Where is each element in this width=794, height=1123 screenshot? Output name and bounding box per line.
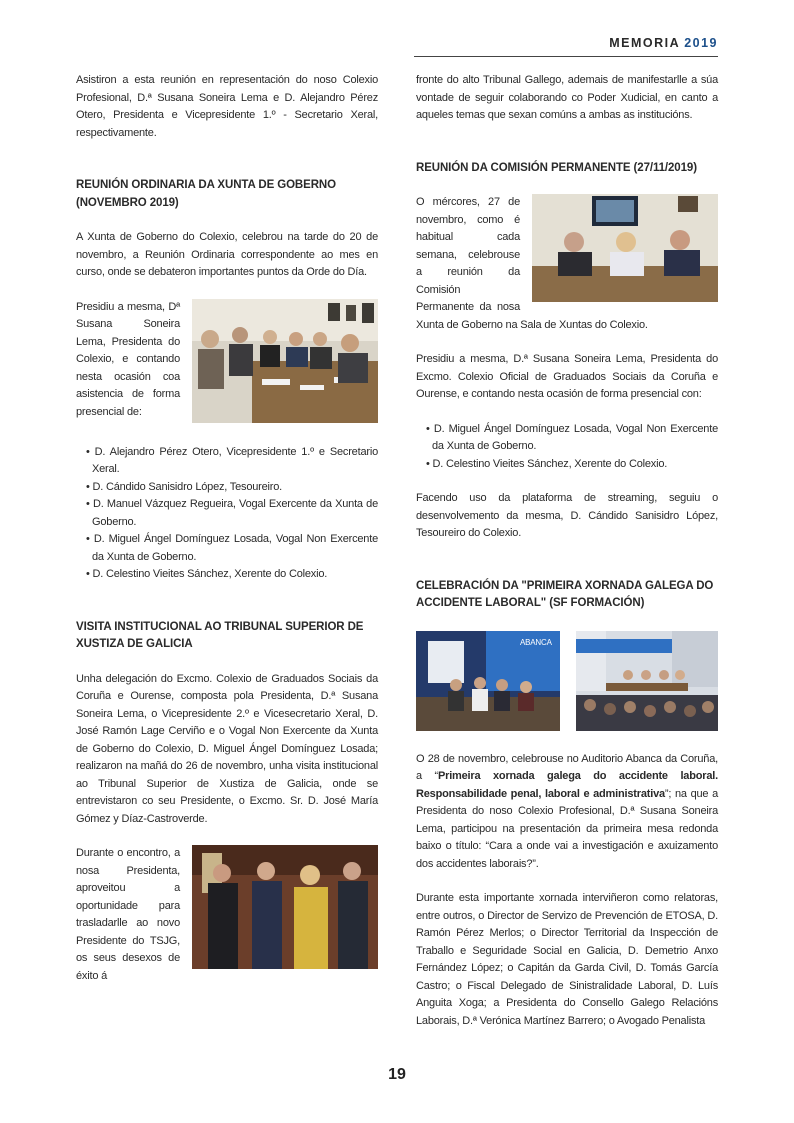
right-column [416, 72, 718, 1030]
section-title-xornada-accidente: CELEBRACIÓN DA "PRIMEIRA XORNADA GALEGA DO ACCIDENTE LABORAL" (SF FORMACIÓN) [416, 579, 714, 609]
comision-presidiu-paragraph: Presidiu a mesma, D.ª Susana Soneira Lema, Presidenta do Excmo. Colexio Oficial de Graduados Sociais da Coruña e Ourense, e contando nesta ocasión de forma presencial con: [416, 353, 718, 400]
relatoras-paragraph: Durante esta importante xornada interviñeron como relatoras, entre outros, o Director de Servizo de Prevención de ETOSA, D. Ramón Pérez Merlos; o Director Territorial da Inspección de Traballo e Seguridade Social en Galicia, D. Demetrio Anxo Fernández López; o Capitán da Garda Civil, D. Tomás García Castro; o Fiscal Delegado de Sinistralidade Laboral, D. Luís Anguita Xoga; a Presidenta do Consello Galego Relacións Laborais, D.ª Verónica Martínez Barrero; o Avogado Penalista [416, 892, 718, 1027]
streaming-paragraph: Facendo uso da plataforma de streaming, seguiu o desenvolvemento da mesma, D. Cándido Sanisidro López, Tesoureiro do Colexio. [416, 492, 718, 539]
continuation-paragraph: fronte do alto Tribunal Gallego, ademais de manifestarlle a súa vontade de seguir colaborando co Poder Xudicial, en canto a aqueles temas que sexan comúns a ambas as institucións. [416, 74, 718, 121]
list-item: • D. Miguel Ángel Domínguez Losada, Vogal Non Exercente da Xunta de Goberno. [86, 531, 378, 566]
page-number: 19 [388, 1066, 406, 1083]
visita-paragraph: Unha delegación do Excmo. Colexio de Graduados Sociais da Coruña e Ourense, composta pola Presidenta, D.ª Susana Soneira Lema, o Vicepresidente 2.º e Vicesecretario Xeral, D. José Ramón Lage Cerviño e o Vogal Non Exercente da Xunta de Goberno do Colexio, D. Miguel Ángel Domínguez Losada; realizaron na mañá do 26 de novembro, unha visita institucional ao Tribunal Superior de Xustiza de Galicia, onde se entrevistaron co seu Presidente, o Excmo. Sr. D. José María Gómez y Díaz-Castroverde. [76, 672, 378, 825]
xornada-text-c: ”; na que a Presidenta do noso Colexio Profesional, D.ª Susana Soneira Lema, participou na presentación da primeira mesa redonda baixo o título: “Cara a onde vai a investigación e axuizamento dos accidentes laborais?”. [416, 787, 718, 870]
xornada-text-a: O 28 de novembro, celebrouse no Auditorio Abanca da Coruña, a “ [416, 752, 718, 782]
list-item: • D. Celestino Vieites Sánchez, Xerente do Colexio. [86, 566, 378, 584]
banner-text: ABANCA [520, 637, 552, 647]
header-word: MEMORIA [609, 36, 681, 50]
header-rule [414, 56, 718, 57]
list-item: • D. Manuel Vázquez Regueira, Vogal Exercente da Xunta de Goberno. [86, 496, 378, 531]
xunta-goberno-paragraph: A Xunta de Goberno do Colexio, celebrou na tarde do 20 de novembro, a Reunión Ordinaria correspondente ao mes en curso, onde se debateron importantes puntos da Orde do Día. [76, 231, 378, 278]
list-item: • D. Celestino Vieites Sánchez, Xerente do Colexio. [426, 456, 718, 474]
comision-attendee-list [416, 421, 718, 474]
section-title-visita-tsxg: VISITA INSTITUCIONAL AO TRIBUNAL SUPERIOR DE XUSTIZA DE GALICIA [76, 620, 364, 650]
presidiu-paragraph: Presidiu a mesma, Dª Susana Soneira Lema, Presidenta do Colexio, e contando nesta ocasión coa asistencia de forma presencial de: [76, 300, 180, 418]
photo-board-meeting [192, 299, 378, 423]
photo-comision-permanente [532, 194, 718, 302]
photo-xornada-panel [416, 631, 560, 731]
page-header [609, 36, 718, 50]
attendee-list [76, 444, 378, 584]
durante-paragraph: Durante o encontro, a nosa Presidenta, aproveitou a oportunidade para trasladarlle ao novo Presidente do TSJG, os seus desexos de éxito á [76, 847, 180, 982]
xornada-title-bold: Primeira xornada galega do accidente laboral. Responsabilidade penal, laboral e administrativa [416, 770, 718, 800]
left-column [76, 72, 378, 985]
header-year: 2019 [684, 36, 718, 50]
section-title-xunta-goberno: REUNIÓN ORDINARIA DA XUNTA DE GOBERNO (NOVEMBRO 2019) [76, 179, 336, 209]
list-item: • D. Miguel Ángel Domínguez Losada, Vogal Non Exercente da Xunta de Goberno. [426, 421, 718, 456]
section-title-comision-permanente: REUNIÓN DA COMISIÓN PERMANENTE (27/11/2019) [416, 161, 697, 174]
comision-paragraph: O mércores, 27 de novembro, como é habitual cada semana, celebrouse a reunión da Comisión Permanente da nosa Xunta de Goberno na Sala de Xuntas do Colexio. [416, 196, 648, 331]
xornada-paragraph [416, 751, 718, 874]
list-item: • D. Alejandro Pérez Otero, Vicepresidente 1.º e Secretario Xeral. [86, 444, 378, 479]
photo-tsxg-visit [192, 845, 378, 969]
photo-xornada-auditorium [576, 631, 718, 731]
list-item: • D. Cándido Sanisidro López, Tesoureiro. [86, 479, 378, 497]
intro-paragraph: Asistiron a esta reunión en representación do noso Colexio Profesional, D.ª Susana Soneira Lema e D. Alejandro Pérez Otero, Presidenta e Vicepresidente 1.º - Secretario Xeral, respectivamente. [76, 74, 378, 139]
